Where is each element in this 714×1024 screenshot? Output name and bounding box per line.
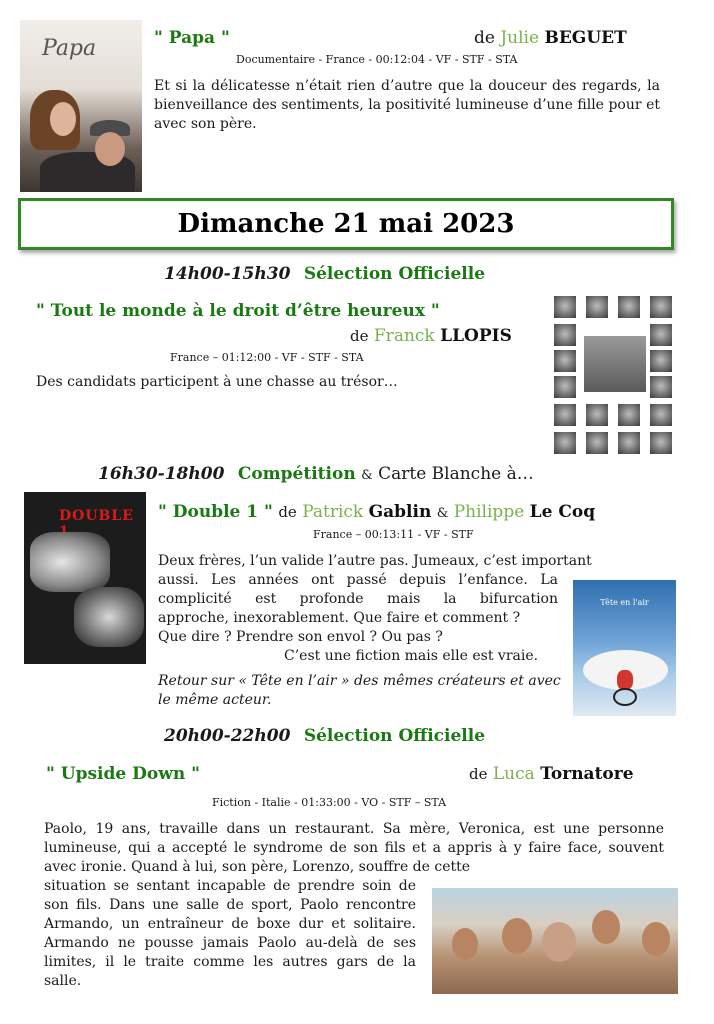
double1-d1-last: Gablin	[368, 502, 432, 522]
block1-synopsis: Des candidats participent à une chasse au trésor…	[36, 374, 398, 390]
double1-d2-last: Le Coq	[529, 502, 596, 522]
double1-d2-first: Philippe	[453, 502, 525, 522]
upside-de: de	[469, 765, 488, 783]
block3-section: Sélection Officielle	[303, 726, 486, 746]
double1-meta: France – 00:13:11 - VF - STF	[313, 528, 474, 541]
double1-title: " Double 1 "	[158, 502, 273, 522]
block1-portrait-mosaic	[554, 296, 674, 458]
double1-note: Retour sur « Tête en l’air » des mêmes créateurs et avec le même acteur.	[158, 673, 561, 708]
tete-poster-title: Tête en l'air	[600, 598, 649, 607]
block2-header	[98, 464, 534, 484]
block1-film-title: " Tout le monde à le droit d’être heureux "	[36, 301, 440, 321]
double1-amp: &	[436, 506, 449, 521]
papa-poster-title: Papa	[42, 36, 97, 61]
papa-poster-image	[20, 20, 142, 192]
block2-amp: &	[361, 468, 373, 483]
papa-synopsis: Et si la délicatesse n’était rien d’autre que la douceur des regards, la bienveillance des sentiments, la positivité lumineuse d’une fille pour et avec son père.	[154, 78, 660, 132]
papa-director	[474, 28, 627, 48]
double1-synopsis-l5: Que dire ? Prendre son envol ? Ou pas ?	[158, 629, 443, 645]
day-heading: Dimanche 21 mai 2023	[177, 209, 515, 239]
papa-de: de	[474, 28, 495, 48]
block1-director	[350, 326, 512, 346]
block1-section: Sélection Officielle	[303, 264, 486, 284]
double1-synopsis-l3: complicité est profonde mais la bifurcation	[158, 591, 558, 607]
block3-header	[164, 726, 485, 746]
upside-director-first: Luca	[492, 764, 535, 784]
block2-section: Compétition	[237, 464, 356, 484]
block1-header	[164, 264, 485, 284]
double1-synopsis-l4: approche, inexorablement. Que faire et comment ?	[158, 610, 521, 626]
block1-de: de	[350, 327, 369, 345]
papa-director-last: BEGUET	[544, 28, 627, 48]
double1-de: de	[278, 503, 297, 521]
upside-title: " Upside Down "	[46, 764, 200, 784]
double1-d1-first: Patrick	[302, 502, 364, 522]
upside-meta: Fiction - Italie - 01:33:00 - VO - STF – STA	[212, 796, 447, 809]
block1-time: 14h00-15h30	[164, 264, 291, 284]
tete-en-lair-poster-image	[573, 580, 676, 716]
double1-synopsis-l1: Deux frères, l’un valide l’autre pas. Jumeaux, c’est important	[158, 553, 592, 569]
day-heading-box	[18, 198, 674, 250]
double1-poster-title: DOUBLE	[59, 508, 134, 524]
upside-director	[469, 764, 634, 784]
block2-carte-blanche: Carte Blanche à…	[378, 464, 534, 484]
upside-synopsis-top: Paolo, 19 ans, travaille dans un restaurant. Sa mère, Veronica, est une personne lumineuse, qui a accepté le syndrome de son fils et a appris à y faire face, souvent avec ironie. Quand à lui, son père, Lorenzo, souffre de cette	[44, 821, 664, 875]
papa-director-first: Julie	[500, 28, 540, 48]
upside-down-still-image	[432, 888, 678, 994]
block1-meta: France – 01:12:00 - VF - STF - STA	[170, 351, 364, 364]
double1-poster-image	[24, 492, 146, 664]
block2-time: 16h30-18h00	[98, 464, 225, 484]
double1-synopsis-l2: aussi. Les années ont passé depuis l’enfance. La	[158, 572, 558, 588]
upside-director-last: Tornatore	[540, 764, 634, 784]
block3-time: 20h00-22h00	[164, 726, 291, 746]
upside-synopsis-bottom: situation se sentant incapable de prendre soin de son fils. Dans une salle de sport, Paolo rencontre Armando, un entraîneur de boxe dur et solitaire. Armando ne pousse jamais Paolo au-delà de ses limites, il le traite comme les autres gars de la salle.	[44, 878, 416, 989]
papa-title: " Papa "	[154, 28, 230, 48]
block1-director-last: LLOPIS	[440, 326, 512, 346]
block1-director-first: Franck	[373, 326, 435, 346]
papa-meta: Documentaire - France - 00:12:04 - VF - STF - STA	[236, 53, 518, 66]
double1-title-line	[158, 502, 595, 522]
double1-synopsis-l6: C’est une fiction mais elle est vraie.	[284, 648, 539, 664]
